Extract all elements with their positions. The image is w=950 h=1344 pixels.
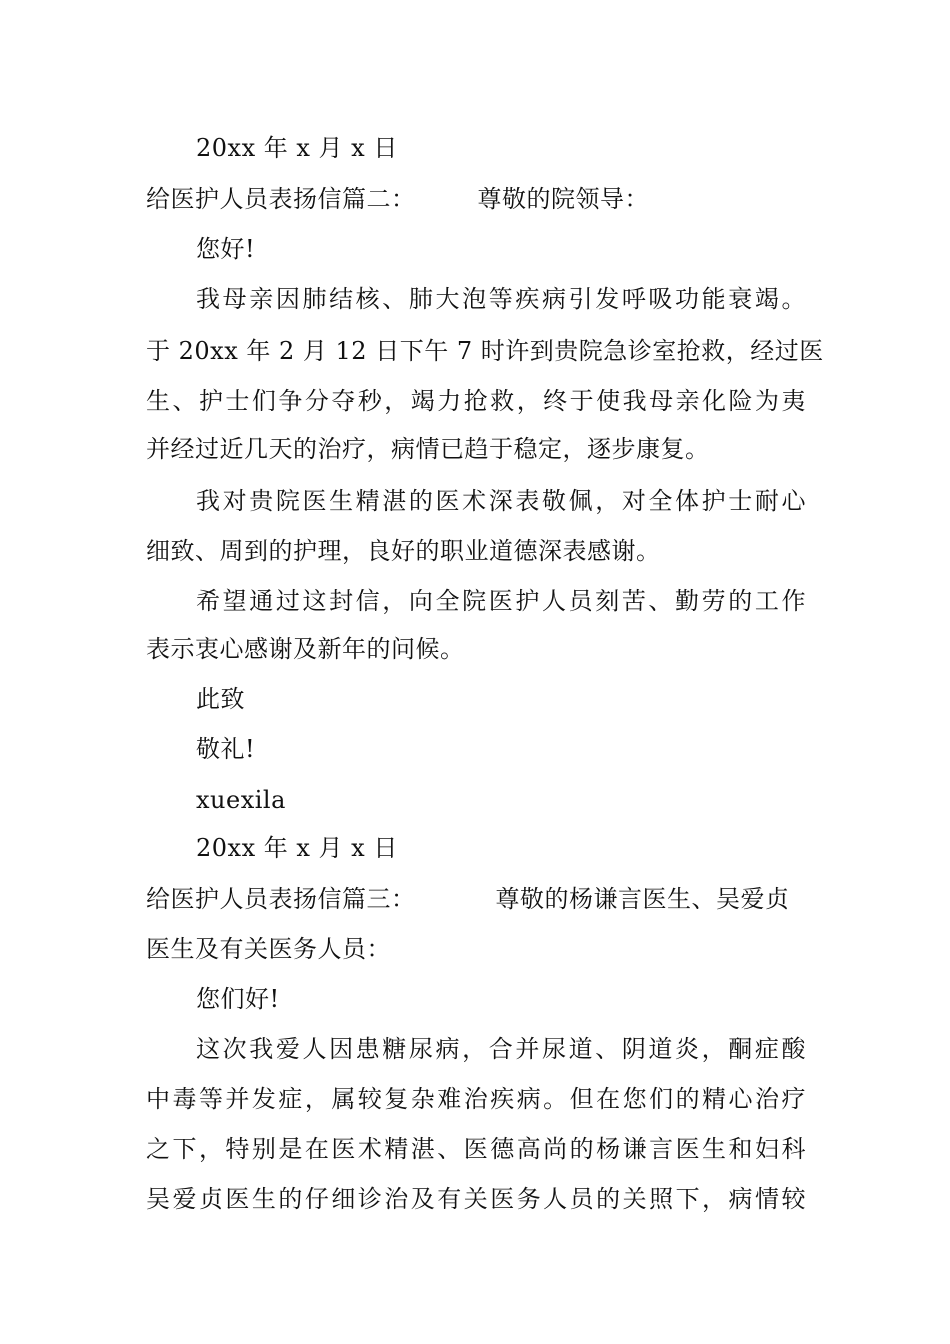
paragraph-line: 我母亲因肺结核、肺大泡等疾病引发呼吸功能衰竭。	[196, 285, 806, 313]
signature: xuexila	[196, 786, 286, 814]
closing-line-1: 此致	[196, 685, 245, 713]
paragraph-line: 并经过近几天的治疗，病情已趋于稳定，逐步康复。	[146, 435, 710, 463]
letter3-salutation: 尊敬的杨谦言医生、吴爱贞	[495, 885, 790, 913]
paragraph-line: 表示衷心感谢及新年的问候。	[146, 635, 465, 663]
paragraph-line: 中毒等并发症，属较复杂难治疾病。但在您们的精心治疗	[146, 1085, 806, 1113]
paragraph-line: 吴爱贞医生的仔细诊治及有关医务人员的关照下，病情较	[146, 1185, 806, 1213]
paragraph-line: 这次我爱人因患糖尿病，合并尿道、阴道炎，酮症酸	[196, 1035, 806, 1063]
closing-line-2: 敬礼!	[196, 735, 256, 763]
letter2-salutation: 尊敬的院领导：	[477, 185, 649, 213]
letter2-heading-line	[146, 184, 806, 214]
paragraph-line: 我对贵院医生精湛的医术深表敬佩，对全体护士耐心	[196, 487, 806, 515]
paragraph-line: 希望通过这封信，向全院医护人员刻苦、勤劳的工作	[196, 587, 806, 615]
paragraph-line: 生、护士们争分夺秒，竭力抢救，终于使我母亲化险为夷	[146, 387, 806, 415]
letter2-heading: 给医护人员表扬信篇二：	[146, 185, 416, 213]
date-line: 20xx 年 x 月 x 日	[196, 134, 398, 162]
paragraph-line: 之下，特别是在医术精湛、医德高尚的杨谦言医生和妇科	[146, 1135, 806, 1163]
paragraph-line: 细致、周到的护理，良好的职业道德深表感谢。	[146, 537, 661, 565]
paragraph-line: 于 20xx 年 2 月 12 日下午 7 时许到贵院急诊室抢救，经过医	[146, 337, 824, 365]
letter3-heading: 给医护人员表扬信篇三：	[146, 885, 416, 913]
letter3-heading-line	[146, 884, 806, 914]
date-line: 20xx 年 x 月 x 日	[196, 834, 398, 862]
letter3-greeting: 您们好!	[196, 985, 280, 1013]
letter3-salutation-cont: 医生及有关医务人员：	[146, 935, 391, 963]
letter2-greeting: 您好!	[196, 235, 256, 263]
